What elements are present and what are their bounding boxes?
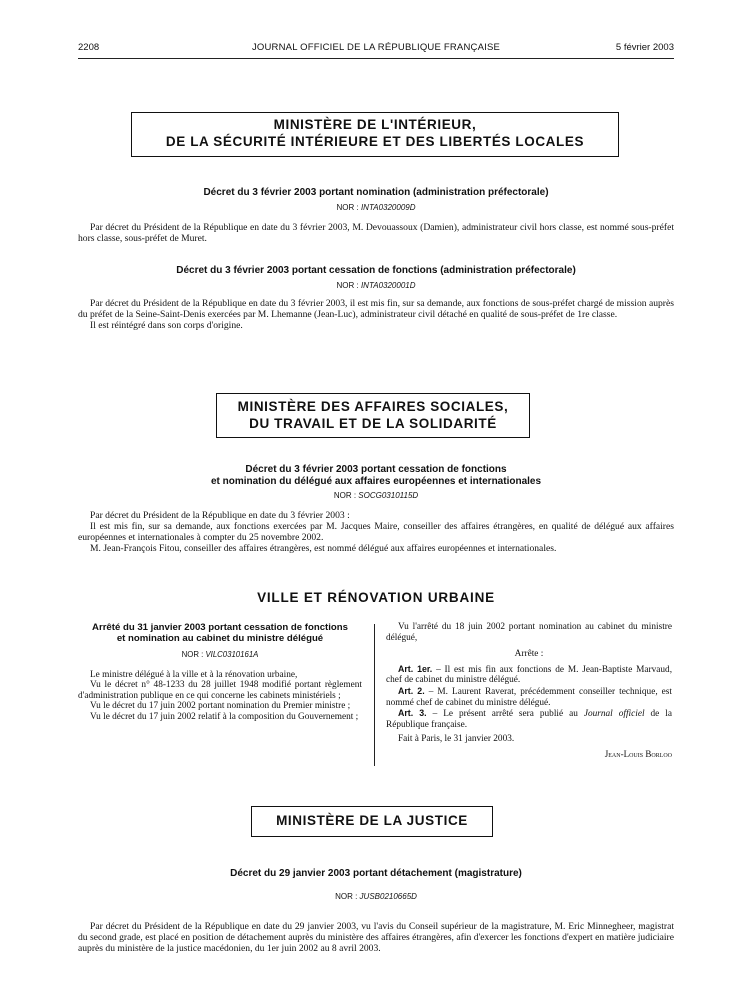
- arrete-right-column: [386, 622, 672, 760]
- nor-code: VILC0310161A: [205, 650, 259, 659]
- decree3-title-line2: et nomination du délégué aux affaires européennes et internationales: [210, 476, 542, 487]
- nor-label: NOR :: [336, 281, 359, 290]
- arrete-title-line2: et nomination au cabinet du ministre délégué: [116, 633, 324, 644]
- nor-label: NOR :: [335, 892, 358, 901]
- arrete-fait: Fait à Paris, le 31 janvier 2003.: [398, 734, 515, 745]
- article-3: [386, 708, 672, 730]
- page-header: [78, 42, 674, 58]
- nor-code: SOCG0310115D: [358, 491, 419, 500]
- nor-label: NOR :: [336, 203, 359, 212]
- decree1-nor: [78, 203, 674, 212]
- page-number: 2208: [78, 42, 100, 53]
- article-3-text-a: – Le présent arrêté sera publié au: [432, 709, 584, 720]
- article-2: [386, 686, 672, 708]
- article-1-label: Art. 1er.: [398, 663, 433, 674]
- decree2-title: Décret du 3 février 2003 portant cessation de fonctions (administration préfectorale): [176, 265, 576, 276]
- ministry-interieur-line2: DE LA SÉCURITÉ INTÉRIEURE ET DES LIBERTÉS LOCALES: [165, 134, 585, 149]
- decree3-body: [78, 510, 674, 554]
- ministry-interieur-line1: MINISTÈRE DE L'INTÉRIEUR,: [273, 117, 477, 132]
- decree2-nor: [78, 281, 674, 290]
- arrete-left-column: [78, 622, 362, 723]
- ministry-justice-heading: MINISTÈRE DE LA JUSTICE: [276, 813, 468, 828]
- decree4-title: Décret du 29 janvier 2003 portant détachement (magistrature): [230, 868, 522, 879]
- article-3-text-b: de la République française.: [386, 709, 672, 730]
- arrete-signature: Jean-Louis Borloo: [604, 748, 672, 759]
- article-1: [386, 664, 672, 686]
- arrete-label: Arrête :: [514, 649, 544, 660]
- journal-title: JOURNAL OFFICIEL DE LA RÉPUBLIQUE FRANÇAISE: [251, 42, 501, 53]
- article-3-journal: Journal officiel: [583, 709, 645, 720]
- arrete-title: [78, 622, 362, 644]
- article-3-label: Art. 3.: [398, 708, 427, 719]
- arrete-title-line1: Arrêté du 31 janvier 2003 portant cessation de fonctions: [92, 622, 348, 633]
- article-2-label: Art. 2.: [398, 685, 425, 696]
- arrete-nor: [78, 650, 362, 661]
- ministry-affaires-line1: MINISTÈRE DES AFFAIRES SOCIALES,: [237, 399, 509, 414]
- nor-code: JUSB0210665D: [359, 892, 417, 901]
- decree2-text2: Il est réintégré dans son corps d'origine.: [90, 320, 243, 331]
- article-1-text: – Il est mis fin aux fonctions de M. Jean-Baptiste Marvaud, chef de cabinet du ministre délégué.: [386, 664, 673, 686]
- issue-date: 5 février 2003: [615, 42, 674, 53]
- decree3-p1: Par décret du Président de la République en date du 3 février 2003 :: [90, 510, 350, 521]
- decree2-text1: Par décret du Président de la République en date du 3 février 2003, il est mis fin, sur sa demande, aux fonctions de sous-préfet chargé de mission auprès du préfet de la Seine-Saint-Denis exercées par M. Lhemanne (Jean-Luc), administrateur civil détaché en qualité de sous-préfet de 1re classe.: [78, 298, 674, 320]
- ville-heading: VILLE ET RÉNOVATION URBAINE: [257, 590, 495, 605]
- decree4-body: [78, 921, 674, 954]
- ministry-justice-box: [251, 806, 493, 837]
- nor-label: NOR :: [333, 491, 357, 500]
- decree1-body: [78, 222, 674, 244]
- decree3-title-line1: Décret du 3 février 2003 portant cessation de fonctions: [245, 464, 507, 475]
- decree3-title: [78, 464, 674, 488]
- ministry-interieur-box: [131, 112, 619, 157]
- decree3-p3: M. Jean-François Fitou, conseiller des affaires étrangères, est nommé délégué aux affaires européennes et internationales.: [90, 543, 557, 554]
- decree4-text: Par décret du Président de la République en date du 29 janvier 2003, vu l'avis du Conseil supérieur de la magistrature, M. Eric Minnegheer, magistrat du second grade, est placé en position de détachement auprès du ministère des affaires étrangères, afin d'exercer les fonctions d'expert en matière judiciaire auprès du ministère de la justice macédonien, du 1er juin 2002 au 8 avril 2003.: [78, 921, 674, 954]
- nor-code: INTA0320009D: [360, 203, 416, 212]
- arrete-left-p1: Le ministre délégué à la ville et à la rénovation urbaine,: [90, 669, 298, 680]
- decree1-text: Par décret du Président de la République en date du 3 février 2003, M. Devouassoux (Damien), administrateur civil hors classe, est nommé sous-préfet hors classe, sous-préfet de Muret.: [78, 222, 674, 244]
- header-rule: [78, 58, 674, 59]
- nor-code: INTA0320001D: [360, 281, 416, 290]
- decree4-nor: [78, 892, 674, 901]
- arrete-left-p3: Vu le décret du 17 juin 2002 portant nomination du Premier ministre ;: [90, 701, 351, 712]
- decree3-p2: Il est mis fin, sur sa demande, aux fonctions exercées par M. Jacques Maire, conseiller des affaires étrangères, en qualité de délégué aux affaires européennes et internationales à compter du 25 novembre 2002.: [78, 521, 674, 543]
- arrete-right-intro: Vu l'arrêté du 18 juin 2002 portant nomination au cabinet du ministre délégué,: [386, 622, 672, 643]
- decree3-nor: [78, 491, 674, 500]
- arrete-left-p4: Vu le décret du 17 juin 2002 relatif à la composition du Gouvernement ;: [90, 711, 359, 722]
- decree2-body: [78, 298, 674, 331]
- nor-label: NOR :: [181, 650, 204, 659]
- article-2-text: – M. Laurent Raverat, précédemment conseiller technique, est nommé chef de cabinet du ministre délégué.: [386, 686, 673, 708]
- ministry-affaires-sociales-box: [216, 393, 530, 438]
- column-divider: [374, 624, 375, 766]
- ministry-affaires-line2: DU TRAVAIL ET DE LA SOLIDARITÉ: [249, 416, 497, 431]
- decree1-title: Décret du 3 février 2003 portant nomination (administration préfectorale): [203, 187, 549, 198]
- arrete-left-p2: Vu le décret n° 48-1233 du 28 juillet 1948 modifié portant règlement d'administration publique en ce qui concerne les cabinets ministériels ;: [78, 680, 362, 701]
